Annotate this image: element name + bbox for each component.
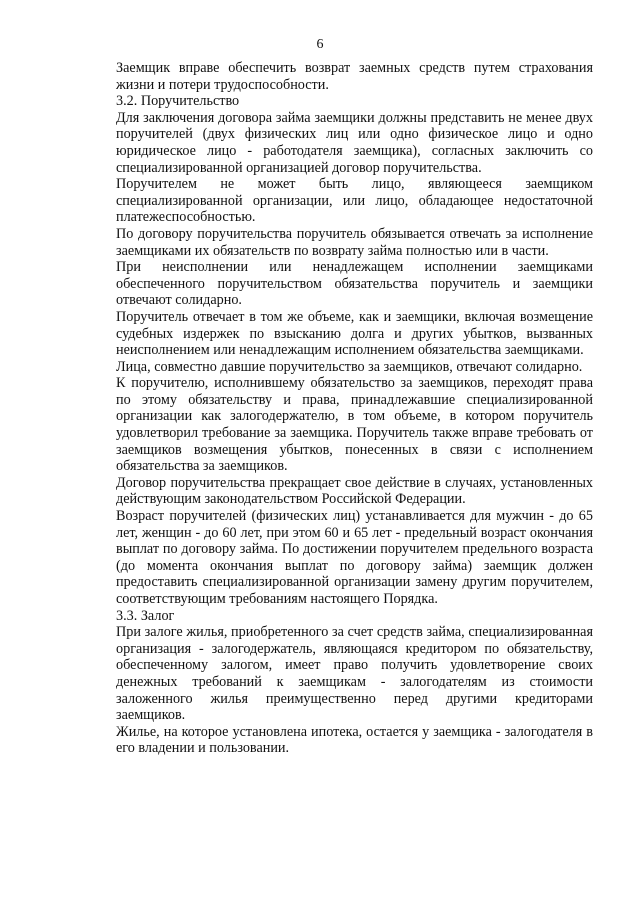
- paragraph-co-guarantors: Лица, совместно давшие поручительство за заемщиков, отвечают солидарно.: [116, 358, 583, 375]
- section-heading-pledge: 3.3. Залог: [116, 607, 175, 624]
- paragraph-insurance: Заемщик вправе обеспечить возврат заемных средств путем страхования жизни и потери трудоспособности.: [116, 60, 593, 93]
- paragraph-guarantor-restriction: Поручителем не может быть лицо, являющееся заемщиком специализированной организации, или лицо, обладающее недостаточной платежеспособностью.: [116, 176, 593, 226]
- document-body: [116, 60, 593, 757]
- section-heading-guarantee: 3.2. Поручительство: [116, 93, 240, 110]
- paragraph-termination: Договор поручительства прекращает свое действие в случаях, установленных действующим законодательством Российской Федерации.: [116, 474, 593, 508]
- paragraph-mortgaged-housing: Жилье, на которое установлена ипотека, остается у заемщика - залогодателя в его владении и пользовании.: [116, 723, 593, 757]
- paragraph-pledge-priority: При залоге жилья, приобретенного за счет средств займа, специализированная организация - залогодержатель, являющаяся кредитором по обязательству, обеспеченному залогом, имеет право получить удовлетворение своих денежных требований к заемщикам - залогодателям из стоимости заложенного жилья преимущественно перед другими кредиторами заемщиков.: [116, 624, 593, 724]
- paragraph-guarantor-obligation: По договору поручительства поручитель обязывается отвечать за исполнение заемщиками их обязательств по возврату займа полностью или в части.: [116, 225, 593, 259]
- paragraph-rights-transfer: К поручителю, исполнившему обязательство за заемщиков, переходят права по этому обязательству и права, принадлежавшие специализированной организации как залогодержателю, в том объеме, в котором поручитель удовлетворил требование за заемщика. Поручитель также вправе требовать от заемщиков возмещения убытков, понесенных в связи с исполнением обязательства за заемщиков.: [116, 375, 593, 475]
- paragraph-age-limits: Возраст поручителей (физических лиц) устанавливается для мужчин - до 65 лет, женщин - до 60 лет, при этом 60 и 65 лет - предельный возраст окончания выплат по договору займа. По достижении поручителем предельного возраста (до момента окончания выплат по договору займа) заемщик должен предоставить специализированной организации замену другим поручителем, соответствующим требованиям настоящего Порядка.: [116, 508, 593, 607]
- paragraph-guarantors-required: Для заключения договора займа заемщики должны представить не менее двух поручителей (двух физических лиц или одно физическое лицо и одно юридическое лицо - работодателя заемщика), согласных заключить со специализированной организацией договор поручительства.: [116, 109, 593, 176]
- page-number: 6: [316, 37, 324, 52]
- paragraph-liability-scope: Поручитель отвечает в том же объеме, как и заемщики, включая возмещение судебных издержек по взысканию долга и других убытков, вызванных неисполнением или ненадлежащим исполнением обязательства заемщиками.: [116, 308, 593, 359]
- paragraph-joint-liability: При неисполнении или ненадлежащем исполнении заемщиками обеспеченного поручительством обязательства поручитель и заемщики отвечают солидарно.: [116, 259, 593, 309]
